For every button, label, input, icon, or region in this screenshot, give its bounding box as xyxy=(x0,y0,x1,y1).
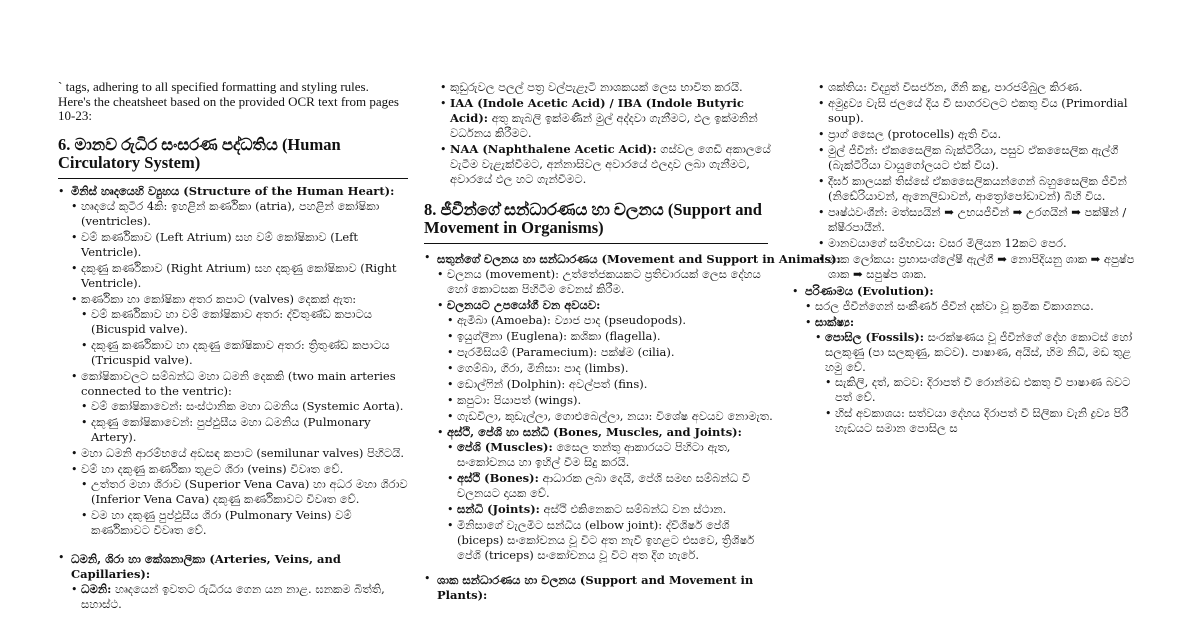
arteries-label: ධමනි: xyxy=(81,581,112,596)
origin-list xyxy=(818,80,1150,282)
list-item xyxy=(815,330,1150,436)
vessels-heading: • ධමනි, ශිරා හා කේශනාලිකා (Arteries, Veins, and Capillaries): xyxy=(71,551,341,581)
list-item xyxy=(792,284,1150,436)
evidence-heading: සාක්ෂ්‍ය: xyxy=(815,315,855,329)
list-item xyxy=(447,471,776,501)
list-item-text: කෝෂිකාවලට සම්බන්ධ මහා ධමනි දෙකකි (two main arteries connected to the ventric): xyxy=(81,368,396,398)
plants-heading: • ශාක සන්ධාරණය හා චලනය (Support and Movement in Plants): xyxy=(437,573,754,602)
list-item xyxy=(440,96,776,141)
list-item-text: කුඩුරුවල පලල් පත්‍ර වල්පැළෑටි නාශකයක් ලෙස භාවිත කරයි. xyxy=(450,80,743,94)
list-item xyxy=(447,440,776,470)
naa-label: NAA (Naphthalene Acetic Acid): xyxy=(450,142,657,156)
fossils-label: පොසිල (Fossils): xyxy=(825,330,924,344)
section-6-list xyxy=(58,184,408,612)
list-item: • දීර්ඝ කාලයක් තිස්සේ ඒකසෛලිකයන්ගෙන් බහුසෛලික ජීවීන් (නිඩේරියාවන්, ඇනෙලිඩාවන්, ආත්‍රෝපෝඩාවන්) බිහි විය. xyxy=(818,174,1150,204)
naa-text: ගස්වල ගෙඩි අකාලයේ වැටීම වැළැක්වීමට, අන්නාසිවල අවාරයේ ඵලදාව ලබා ගැනීමට, අවාරයේ ඵල හට ගැන්වීමට. xyxy=(450,142,771,186)
list-item: • වම් කර්ණිකාව (Left Atrium) සහ වම් කෝෂිකාව (Left Ventricle). xyxy=(71,230,408,260)
bones-label: අස්ථි (Bones): xyxy=(457,471,539,485)
list-item: • ගෙම්බා, ගිරා, මිනිසා: පාද (limbs). xyxy=(447,361,776,376)
list-item xyxy=(447,502,776,517)
preamble-line: Here's the cheatsheet based on the provided OCR text from pages xyxy=(58,93,399,109)
list-item xyxy=(440,142,776,187)
list-item: • චලනය (movement): උත්තේජකයකට ප්‍රතිචාරයක් ලෙස දේහය හෝ කොටසක පිහිටීම වෙනස් කිරීම. xyxy=(437,267,776,297)
list-item: • දකුණු කෝෂිකාවෙන්: පුප්ඵුසීය මහා ධමනිය (Pulmonary Artery). xyxy=(81,415,408,445)
list-item: • වම හා දකුණු පුප්ඵුසීය ශිරා (Pulmonary Veins) වම් කර්ණිකාවට විවෘත වේ. xyxy=(81,508,408,538)
list-item xyxy=(58,184,408,538)
list-item xyxy=(437,425,776,563)
evolution-list xyxy=(792,284,1150,436)
list-item: • පෘෂ්ඨවංශීන්: මත්ස්‍යයින් ➡ උභයජීවීන් ➡ උරගයින් ➡ පක්ෂීන් / ක්ෂීරපායීන්. xyxy=(818,205,1150,235)
animals-heading: • සතුන්ගේ චලනය හා සන්ධාරණය (Movement and Support in Animals): xyxy=(437,252,841,266)
joints-label: සන්ධි (Joints): xyxy=(457,502,540,516)
list-item xyxy=(805,315,1150,436)
list-item xyxy=(437,298,776,424)
section-8-title: 8. ජීවීන්ගේ සන්ධාරණය හා චලනය (Support and Movement in Organisms) xyxy=(424,201,768,244)
list-item: • මහා ධමනි ආරම්භයේ අඩසඳ කපාට (semilunar valves) පිහිටයි. xyxy=(71,446,408,461)
arteries-text: හෘදයෙන් ඉවතට රුධිරය ගෙන යන නාළ. ඝනකම බිත්ති, සහාස්ථ. xyxy=(81,581,385,611)
list-item: • ඩොල්ෆින් (Dolphin): අවල්පත් (fins). xyxy=(447,377,776,392)
list-item: • වම් කෝෂිකාවෙන්: සංස්ථානික මහා ධමනිය (Systemic Aorta). xyxy=(81,399,408,414)
list-item xyxy=(440,80,776,95)
preamble-line: 10-23: xyxy=(58,108,92,123)
organs-heading: චලනයට උපයෝගී වන අවයව: xyxy=(447,298,601,312)
bones-heading: අස්ථි, පේශි හා සන්ධි (Bones, Muscles, and Joints): xyxy=(447,425,742,439)
list-item: • අමුද්‍රව්‍ය වැසි ජලයේ දිය වී සාගරවලට එකතු විය (Primordial soup). xyxy=(818,96,1150,126)
list-item: • දකුණු කර්ණිකාව (Right Atrium) සහ දකුණු කෝෂිකාව (Right Ventricle). xyxy=(71,261,408,291)
elbow-joint-text: මිනිසාගේ වැලමිට සන්ධිය (elbow joint): ද්විශිර්ෂ පේශි (biceps) සංකෝචනය වූ විට අත නැවී ඉහළට එසවෙ, ත්‍රිශිර්ෂ පේශි (triceps) සංකෝචනය වූ විට අත දිග හැරේ. xyxy=(457,518,755,562)
list-item: • ගැඩවිලා, කුඩැල්ලා, ගොළුබෙල්ලා, නයා: විශේෂ අවයව නොමැත. xyxy=(447,409,776,424)
heart-structure-heading: මිනිස් හෘදයෙහි ව්‍යුහය (Structure of the Human Heart): xyxy=(71,183,395,198)
list-item xyxy=(71,582,408,612)
evolution-heading: පරිණාමය (Evolution): xyxy=(805,284,934,298)
muscles-label: පේශි (Muscles): xyxy=(457,440,553,454)
column-3 xyxy=(790,0,1150,437)
list-item: • දකුණු කර්ණිකාව හා දකුණු කෝෂිකාව අතර: ත්‍රිතුණ්ඩ කපාටය (Tricuspid valve). xyxy=(81,338,408,368)
list-item-text: කර්ණිකා හා කෝෂිකා අතර කපාට (valves) දෙකක් ඇත: xyxy=(81,291,357,306)
list-item: • සරල ජීවීන්ගෙන් සංකීර්ණ ජීවීන් දක්වා වූ ක්‍රමික විකාශනය. xyxy=(805,299,1150,314)
section-6-title: 6. මානව රුධිර සංසරණ පද්ධතිය (Human Circulatory System) xyxy=(58,136,408,179)
iaa-label: IAA (Indole Acetic Acid) / IBA (Indole Butyric Acid): xyxy=(450,96,744,125)
list-item: • හෘදයේ කුටීර 4කි: ඉහළින් කර්ණිකා (atria), පහළින් කෝෂිකා (ventricles). xyxy=(71,199,408,229)
list-item xyxy=(71,462,408,538)
list-item: • ඉයුග්ලීනා (Euglena): කශිකා (flagella). xyxy=(447,329,776,344)
muscles-text: සෛල තන්තු ආකාරයට පිහිටා ඇත, සංකෝචනය හා ඉහිල් වීම සිදු කරයි. xyxy=(457,440,731,469)
list-item: • හිස් අවකාශය: සත්වයා දේහය දිරාපත් වී සිලිකා වැනි ද්‍රව්‍ය පිරී හැඩයට සමාන පොසිල ස xyxy=(825,406,1150,436)
list-item: • ශක්තිය: විද්‍යුත් විසර්ජන, ගිනි කඳු, පාරජම්බුල කිරණ. xyxy=(818,80,1150,95)
list-item-text: වම් හා දකුණු කර්ණිකා තුළට ශිරා (veins) විවෘත වේ. xyxy=(81,461,344,476)
list-item xyxy=(447,518,776,563)
list-item: • පැරමීසියම් (Paramecium): පක්ෂ්ම (cilia). xyxy=(447,345,776,360)
list-item: • කපුටා: පියාපත් (wings). xyxy=(447,393,776,408)
list-item: • ශාක ලෝකය: ප්‍රභාසංශ්ලේෂී ඇල්ගී ➡ නොපිදියනු ශාක ➡ අපුෂ්ප ශාක ➡ සපුෂ්ප ශාක. xyxy=(818,252,1150,282)
list-item xyxy=(58,552,408,612)
list-item: • ප්‍රාග් සෛල (protocells) ඇති විය. xyxy=(818,127,1150,142)
list-item: • උත්තර මහා ශිරාව (Superior Vena Cava) හා අධර මහා ශිරාව (Inferior Vena Cava) දකුණු කර්ණිකාවට විවෘත වේ. xyxy=(81,477,408,507)
column-1 xyxy=(58,0,408,613)
iaa-text: අතු කැබලි ඉක්මණින් මුල් අද්දවා ගැනීමට, ඵල ඉක්මනින් වර්ධනය කිරීමට. xyxy=(450,111,758,140)
bones-text: ආධාරක ලබා දෙයි, පේශි සමඟ සම්බන්ධ වී චලනයට දායක වේ. xyxy=(457,471,751,500)
list-item xyxy=(71,369,408,445)
list-item xyxy=(424,573,776,603)
list-item: • වම් කර්ණිකාව හා වම් කෝෂිකාව අතර: ද්විතුණ්ඩ කපාටය (Bicuspid valve). xyxy=(81,307,408,337)
list-item: • සැකිලි, දත්, කටව: දිරාපත් වී රොන්මඩ එකතු වී පාෂාණ බවට පත් වේ. xyxy=(825,375,1150,405)
list-item: • මානවයාගේ සම්භවය: වසර මිලියන 12කට පෙර. xyxy=(818,236,1150,251)
list-item xyxy=(71,292,408,368)
list-item: • මුල් ජීවීන්: ඒකසෛලික බැක්ටීරියා, පසුව ඒකසෛලික ඇල්ගී (බැක්ටීරියා වායුගෝලයට එක් විය). xyxy=(818,143,1150,173)
hormone-list xyxy=(440,80,776,187)
list-item: • ඇමීබා (Amoeba): ව්‍යාජ පාද (pseudopods). xyxy=(447,313,776,328)
joints-text: අස්ථි එකිනෙකට සම්බන්ධ වන ස්ථාන. xyxy=(543,502,727,516)
preamble-line: ` tags, adhering to all specified formatting and styling rules. xyxy=(58,79,369,94)
fossils-text: සංරක්ෂණය වූ ජීවීන්ගේ දේහ කොටස් හෝ සලකුණු (පා සලකුණු, කටව). පාෂාණ, අයිස්, හිම නිධි, මඩ තුළ හමු වේ. xyxy=(825,330,1133,374)
